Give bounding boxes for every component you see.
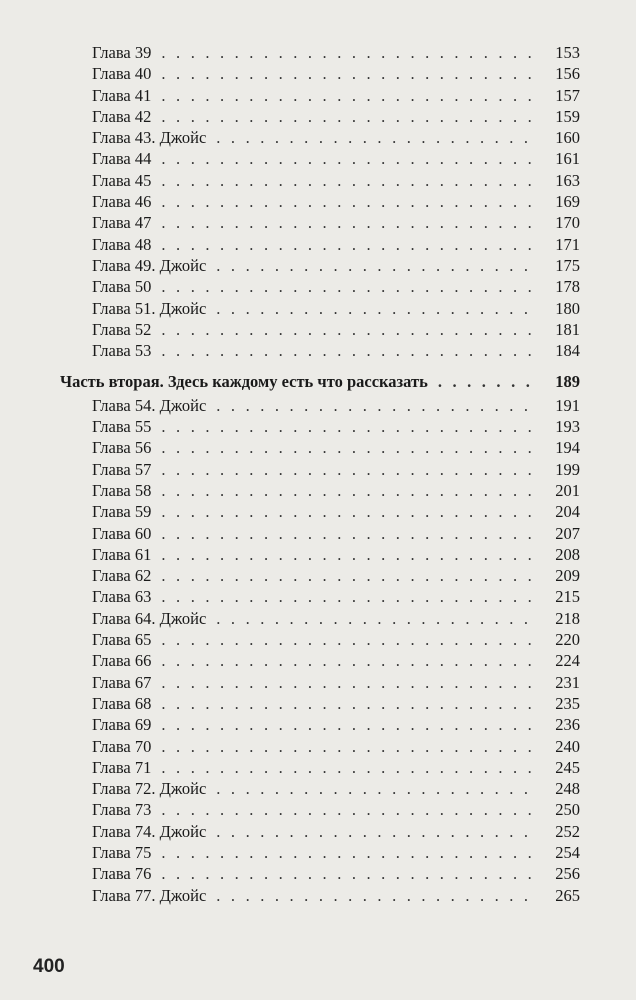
toc-entry xyxy=(60,863,580,884)
chapter-page-number: 163 xyxy=(555,170,580,190)
chapter-page-number: 236 xyxy=(555,715,580,735)
dot-leader xyxy=(161,586,536,607)
dot-leader xyxy=(161,340,536,361)
dot-leader xyxy=(161,212,536,233)
dot-leader xyxy=(161,714,536,735)
dot-leader xyxy=(216,298,536,319)
chapter-title: Глава 70 xyxy=(92,736,152,756)
chapter-page-number: 181 xyxy=(555,319,580,339)
chapter-title: Глава 72. Джойс xyxy=(92,779,207,799)
chapter-title: Глава 63 xyxy=(92,587,152,607)
toc-entry xyxy=(60,170,580,191)
dot-leader xyxy=(161,170,536,191)
toc-entry xyxy=(60,63,580,84)
dot-leader xyxy=(161,234,536,255)
toc-entry xyxy=(60,340,580,361)
chapter-title: Глава 49. Джойс xyxy=(92,255,207,275)
toc-part1-chapters xyxy=(60,42,580,361)
toc-entry xyxy=(60,42,580,63)
chapter-page-number: 204 xyxy=(555,502,580,522)
chapter-title: Глава 39 xyxy=(92,43,152,62)
toc-entry xyxy=(60,148,580,169)
chapter-title: Глава 68 xyxy=(92,693,152,713)
chapter-title: Глава 67 xyxy=(92,672,152,692)
toc-part-heading xyxy=(60,371,580,392)
toc-entry xyxy=(60,629,580,650)
toc-entry xyxy=(60,276,580,297)
toc-entry xyxy=(60,127,580,148)
dot-leader xyxy=(216,778,536,799)
toc-entry xyxy=(60,191,580,212)
chapter-title: Глава 75 xyxy=(92,842,152,862)
chapter-title: Глава 55 xyxy=(92,417,152,437)
chapter-page-number: 153 xyxy=(555,43,580,62)
dot-leader xyxy=(161,63,536,84)
chapter-title: Глава 41 xyxy=(92,85,152,105)
toc-entry xyxy=(60,693,580,714)
toc-entry xyxy=(60,437,580,458)
toc-entry xyxy=(60,736,580,757)
chapter-page-number: 161 xyxy=(555,149,580,169)
dot-leader xyxy=(161,672,536,693)
toc-entry xyxy=(60,714,580,735)
chapter-page-number: 254 xyxy=(555,842,580,862)
chapter-page-number: 170 xyxy=(555,213,580,233)
toc-entry xyxy=(60,586,580,607)
chapter-title: Глава 42 xyxy=(92,106,152,126)
toc-entry xyxy=(60,395,580,416)
toc-entry xyxy=(60,459,580,480)
chapter-title: Глава 46 xyxy=(92,192,152,212)
dot-leader xyxy=(161,437,536,458)
toc-entry xyxy=(60,523,580,544)
chapter-title: Глава 40 xyxy=(92,64,152,84)
chapter-page-number: 209 xyxy=(555,566,580,586)
chapter-page-number: 218 xyxy=(555,608,580,628)
dot-leader xyxy=(161,693,536,714)
dot-leader xyxy=(161,544,536,565)
chapter-title: Глава 73 xyxy=(92,800,152,820)
chapter-page-number: 159 xyxy=(555,106,580,126)
toc-entry xyxy=(60,85,580,106)
chapter-page-number: 191 xyxy=(555,395,580,415)
dot-leader xyxy=(161,85,536,106)
chapter-page-number: 231 xyxy=(555,672,580,692)
chapter-page-number: 201 xyxy=(555,480,580,500)
toc-entry xyxy=(60,212,580,233)
dot-leader xyxy=(161,650,536,671)
chapter-page-number: 178 xyxy=(555,277,580,297)
chapter-title: Глава 47 xyxy=(92,213,152,233)
dot-leader xyxy=(216,127,536,148)
dot-leader xyxy=(161,523,536,544)
toc-entry xyxy=(60,757,580,778)
dot-leader xyxy=(161,501,536,522)
chapter-page-number: 235 xyxy=(555,693,580,713)
dot-leader xyxy=(161,799,536,820)
chapter-title: Глава 62 xyxy=(92,566,152,586)
toc-entry xyxy=(60,106,580,127)
toc-entry xyxy=(60,842,580,863)
toc-entry xyxy=(60,416,580,437)
chapter-title: Глава 52 xyxy=(92,319,152,339)
dot-leader xyxy=(161,480,536,501)
toc-entry xyxy=(60,672,580,693)
part-title: Часть вторая. Здесь каждому есть что рассказать xyxy=(60,372,428,392)
chapter-page-number: 250 xyxy=(555,800,580,820)
dot-leader xyxy=(161,42,536,63)
toc-part2-chapters xyxy=(60,395,580,906)
dot-leader xyxy=(161,319,536,340)
chapter-title: Глава 53 xyxy=(92,341,152,361)
chapter-title: Глава 64. Джойс xyxy=(92,608,207,628)
chapter-page-number: 199 xyxy=(555,459,580,479)
page-number: 400 xyxy=(33,956,65,977)
chapter-title: Глава 69 xyxy=(92,715,152,735)
dot-leader xyxy=(438,371,536,392)
dot-leader xyxy=(161,629,536,650)
dot-leader xyxy=(161,416,536,437)
toc-entry xyxy=(60,799,580,820)
chapter-page-number: 224 xyxy=(555,651,580,671)
chapter-title: Глава 61 xyxy=(92,544,152,564)
chapter-page-number: 184 xyxy=(555,341,580,361)
table-of-contents xyxy=(60,42,580,906)
chapter-page-number: 160 xyxy=(555,128,580,148)
chapter-title: Глава 48 xyxy=(92,234,152,254)
chapter-page-number: 208 xyxy=(555,544,580,564)
toc-entry xyxy=(60,480,580,501)
dot-leader xyxy=(161,842,536,863)
chapter-page-number: 169 xyxy=(555,192,580,212)
chapter-page-number: 215 xyxy=(555,587,580,607)
chapter-title: Глава 57 xyxy=(92,459,152,479)
chapter-title: Глава 45 xyxy=(92,170,152,190)
chapter-title: Глава 56 xyxy=(92,438,152,458)
dot-leader xyxy=(216,608,536,629)
dot-leader xyxy=(216,255,536,276)
chapter-page-number: 193 xyxy=(555,417,580,437)
chapter-title: Глава 58 xyxy=(92,480,152,500)
chapter-page-number: 156 xyxy=(555,64,580,84)
chapter-title: Глава 60 xyxy=(92,523,152,543)
toc-entry xyxy=(60,821,580,842)
chapter-page-number: 248 xyxy=(555,779,580,799)
toc-entry xyxy=(60,501,580,522)
chapter-page-number: 207 xyxy=(555,523,580,543)
chapter-title: Глава 50 xyxy=(92,277,152,297)
part-page-number: 189 xyxy=(555,372,580,392)
dot-leader xyxy=(161,148,536,169)
dot-leader xyxy=(161,757,536,778)
toc-entry xyxy=(60,234,580,255)
chapter-page-number: 171 xyxy=(555,234,580,254)
toc-entry xyxy=(60,319,580,340)
chapter-page-number: 256 xyxy=(555,864,580,884)
toc-entry xyxy=(60,565,580,586)
toc-entry xyxy=(60,885,580,906)
chapter-title: Глава 77. Джойс xyxy=(92,885,207,905)
chapter-page-number: 175 xyxy=(555,255,580,275)
dot-leader xyxy=(161,276,536,297)
chapter-title: Глава 51. Джойс xyxy=(92,298,207,318)
chapter-title: Глава 76 xyxy=(92,864,152,884)
chapter-title: Глава 44 xyxy=(92,149,152,169)
dot-leader xyxy=(161,106,536,127)
dot-leader xyxy=(161,863,536,884)
chapter-page-number: 245 xyxy=(555,757,580,777)
dot-leader xyxy=(216,395,536,416)
chapter-title: Глава 65 xyxy=(92,630,152,650)
chapter-page-number: 194 xyxy=(555,438,580,458)
chapter-title: Глава 43. Джойс xyxy=(92,128,207,148)
dot-leader xyxy=(216,885,536,906)
chapter-title: Глава 59 xyxy=(92,502,152,522)
chapter-page-number: 220 xyxy=(555,630,580,650)
chapter-page-number: 265 xyxy=(555,885,580,905)
chapter-page-number: 157 xyxy=(555,85,580,105)
chapter-title: Глава 66 xyxy=(92,651,152,671)
dot-leader xyxy=(161,191,536,212)
dot-leader xyxy=(161,459,536,480)
chapter-page-number: 240 xyxy=(555,736,580,756)
chapter-title: Глава 71 xyxy=(92,757,152,777)
dot-leader xyxy=(161,736,536,757)
chapter-page-number: 180 xyxy=(555,298,580,318)
chapter-title: Глава 54. Джойс xyxy=(92,395,207,415)
chapter-page-number: 252 xyxy=(555,821,580,841)
toc-entry xyxy=(60,778,580,799)
toc-entry xyxy=(60,255,580,276)
toc-entry xyxy=(60,298,580,319)
toc-entry xyxy=(60,544,580,565)
toc-entry xyxy=(60,650,580,671)
toc-entry xyxy=(60,608,580,629)
dot-leader xyxy=(161,565,536,586)
chapter-title: Глава 74. Джойс xyxy=(92,821,207,841)
dot-leader xyxy=(216,821,536,842)
